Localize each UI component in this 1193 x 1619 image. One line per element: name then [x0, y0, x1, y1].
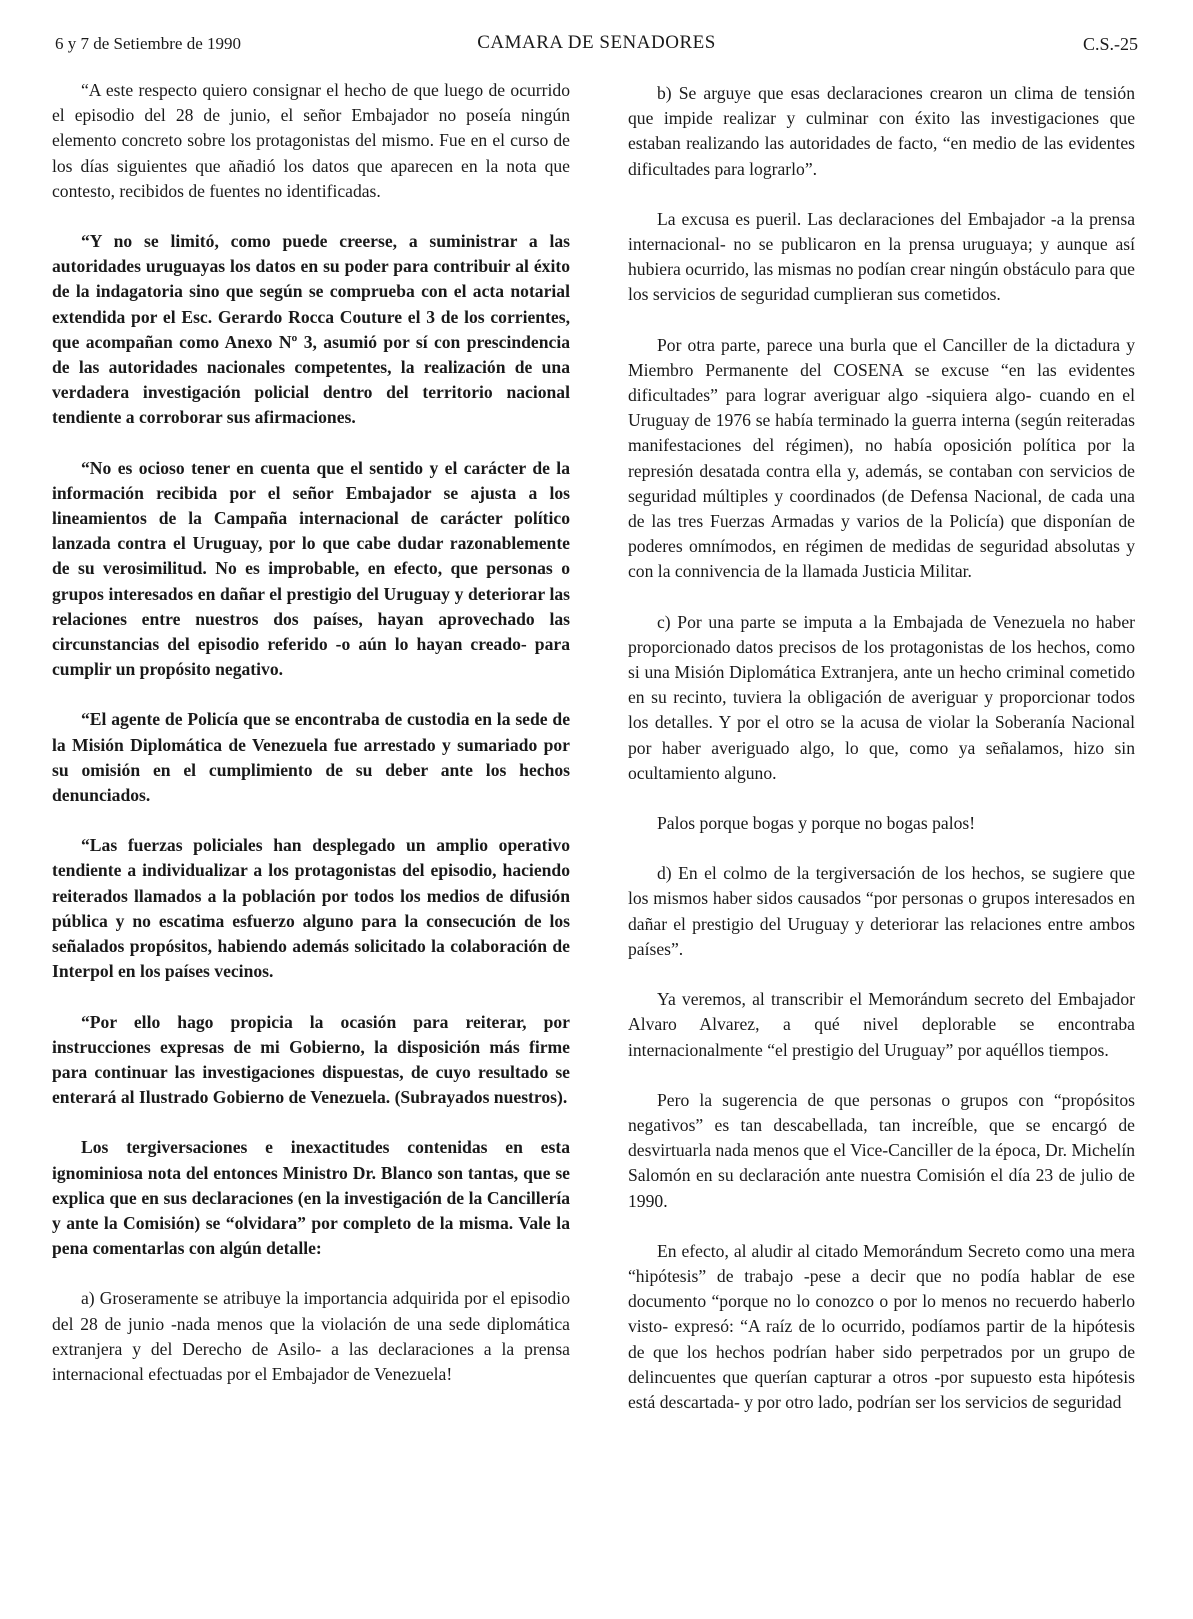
paragraph-left-2: “Y no se limitó, como puede creerse, a suministrar a las autoridades uruguayas los datos en su poder para contribuir al éxito de la indagatoria sino que según se comprueba con el acta notarial extendida por el Esc. Gerardo Rocca Couture el 3 de los corrientes, que acompañan como Anexo Nº 3, asumió por sí con prescindencia de las autoridades nacionales competentes, la realización de una verdadera investigación policial dentro del territorio nacional tendiente a corroborar sus afirmaciones.: [52, 231, 570, 428]
paragraph-right-1: b) Se arguye que esas declaraciones crearon un clima de tensión que impide realizar y culminar con éxito las investigaciones que estaban realizando las autoridades de facto, “en medio de las evidentes dificultades para lograrlo”.: [628, 83, 1135, 179]
paragraph-left-5: “Las fuerzas policiales han desplegado un amplio operativo tendiente a individualizar a los protagonistas del episodio, haciendo reiterados llamados a la población por todos los medios de difusión pública y no escatima esfuerzo alguno para la consecución de los señalados propósitos, habiendo además solicitado la colaboración de Interpol en los países vecinos.: [52, 835, 570, 982]
paragraph-left-4: “El agente de Policía que se encontraba de custodia en la sede de la Misión Diplomática de Venezuela fue arrestado y sumariado por su omisión en el cumplimiento de su deber ante los hechos denunciados.: [52, 709, 570, 806]
left-column: [52, 78, 570, 1412]
paragraph-left-8: a) Groseramente se atribuye la importancia adquirida por el episodio del 28 de junio -nada menos que la violación de una sede diplomática extranjera y del Derecho de Asilo- a las declaraciones a la prensa internacional efectuadas por el Embajador de Venezuela!: [52, 1288, 570, 1384]
paragraph-left-1: “A este respecto quiero consignar el hecho de que luego de ocurrido el episodio del 28 de junio, el señor Embajador no poseía ningún elemento concreto sobre los protagonistas del mismo. Fue en el curso de los días siguientes que añadió los datos que aparecen en la nota que contesto, recibidos de fuentes no identificadas.: [52, 80, 570, 201]
paragraph-right-4: c) Por una parte se imputa a la Embajada de Venezuela no haber proporcionado datos precisos de los protagonistas de los hechos, como si una Misión Diplomática Extranjera, ante un hecho criminal cometido en su recinto, tuviera la obligación de averiguar y proporcionar todos los detalles. Y por el otro se la acusa de violar la Soberanía Nacional por haber averiguado algo, lo que, como ya señalamos, hizo sin ocultamiento alguno.: [628, 611, 1135, 783]
page-header: [0, 0, 1193, 60]
right-column: [628, 78, 1135, 1440]
paragraph-right-2: La excusa es pueril. Las declaraciones del Embajador -a la prensa internacional- no se publicaron en la prensa uruguaya; y aunque así hubiera ocurrido, las mismas no podían crear ningún obstáculo para que los servicios de seguridad cumplieran sus cometidos.: [628, 208, 1135, 305]
header-title: CAMARA DE SENADORES: [477, 32, 716, 53]
paragraph-right-3: Por otra parte, parece una burla que el Canciller de la dictadura y Miembro Permanente del COSENA se excuse “en las evidentes dificultades” para lograr averiguar algo -siquiera algo- cuando en el Uruguay de 1976 se había terminado la guerra interna (según reiteradas manifestaciones del régimen), no había oposición política por la represión desatada contra ella y, además, se contaban con servicios de seguridad múltiples y coordinados (de Defensa Nacional, de cada una de las tres Fuerzas Armadas y varios de la Policía) que disponían de poderes omnímodos, en régimen de medidas de seguridad absolutas y con la connivencia de la llamada Justicia Militar.: [628, 334, 1135, 582]
paragraph-left-6: “Por ello hago propicia la ocasión para reiterar, por instrucciones expresas de mi Gobierno, la disposición más firme para continuar las investigaciones dispuestas, de cuyo resultado se enterará al Ilustrado Gobierno de Venezuela. (Subrayados nuestros).: [52, 1011, 570, 1108]
paragraph-right-6: d) En el colmo de la tergiversación de los hechos, se sugiere que los mismos haber sidos causados “por personas o grupos interesados en dañar el prestigio del Uruguay y deteriorar las relaciones entre ambos países”.: [628, 863, 1135, 959]
paragraph-right-5: Palos porque bogas y porque no bogas palos!: [657, 813, 976, 834]
paragraph-right-9: En efecto, al aludir al citado Memorándum Secreto como una mera “hipótesis” de trabajo -pese a decir que no podía hablar de ese documento “porque no lo conozco o por lo menos no recuerdo haberlo visto- expresó: “A raíz de lo ocurrido, podíamos partir de la hipótesis de que los hechos podrían haber sido perpetrados por un grupo de delincuentes que querían capturar a otros -por supuesto esta hipótesis está descartada- y por otro lado, podrían ser los servicios de seguridad: [628, 1240, 1135, 1412]
paragraph-right-7: Ya veremos, al transcribir el Memorándum secreto del Embajador Alvaro Alvarez, a qué nivel deplorable se encontraba internacionalmente “el prestigio del Uruguay” por aquéllos tiempos.: [628, 989, 1135, 1060]
paragraph-left-3: “No es ocioso tener en cuenta que el sentido y el carácter de la información recibida por el señor Embajador se ajusta a los lineamientos de la Campaña internacional de carácter político lanzada contra el Uruguay, por lo que cabe dudar razonablemente de su verosimilitud. No es improbable, en efecto, que personas o grupos interesados en dañar el prestigio del Uruguay y deteriorar las relaciones entre nuestros dos países, hayan aprovechado las circunstancias del episodio referido -o aún lo hayan creado- para cumplir un propósito negativo.: [52, 457, 570, 680]
paragraph-left-7: Los tergiversaciones e inexactitudes contenidas en esta ignominiosa nota del entonces Ministro Dr. Blanco son tantas, que se explica que en sus declaraciones (en la investigación de la Cancillería y ante la Comisión) se “olvidara” por completo de la misma. Vale la pena comentarlas con algún detalle:: [52, 1137, 570, 1259]
header-page-number: C.S.-25: [1082, 34, 1138, 54]
paragraph-right-8: Pero la sugerencia de que personas o grupos con “propósitos negativos” es tan descabellada, tan increíble, que se encargó de desvirtuarla nada menos que el Vice-Canciller de la época, Dr. Michelín Salomón en su declaración ante nuestra Comisión el día 23 de julio de 1990.: [628, 1089, 1135, 1211]
header-date: 6 y 7 de Setiembre de 1990: [55, 34, 242, 53]
